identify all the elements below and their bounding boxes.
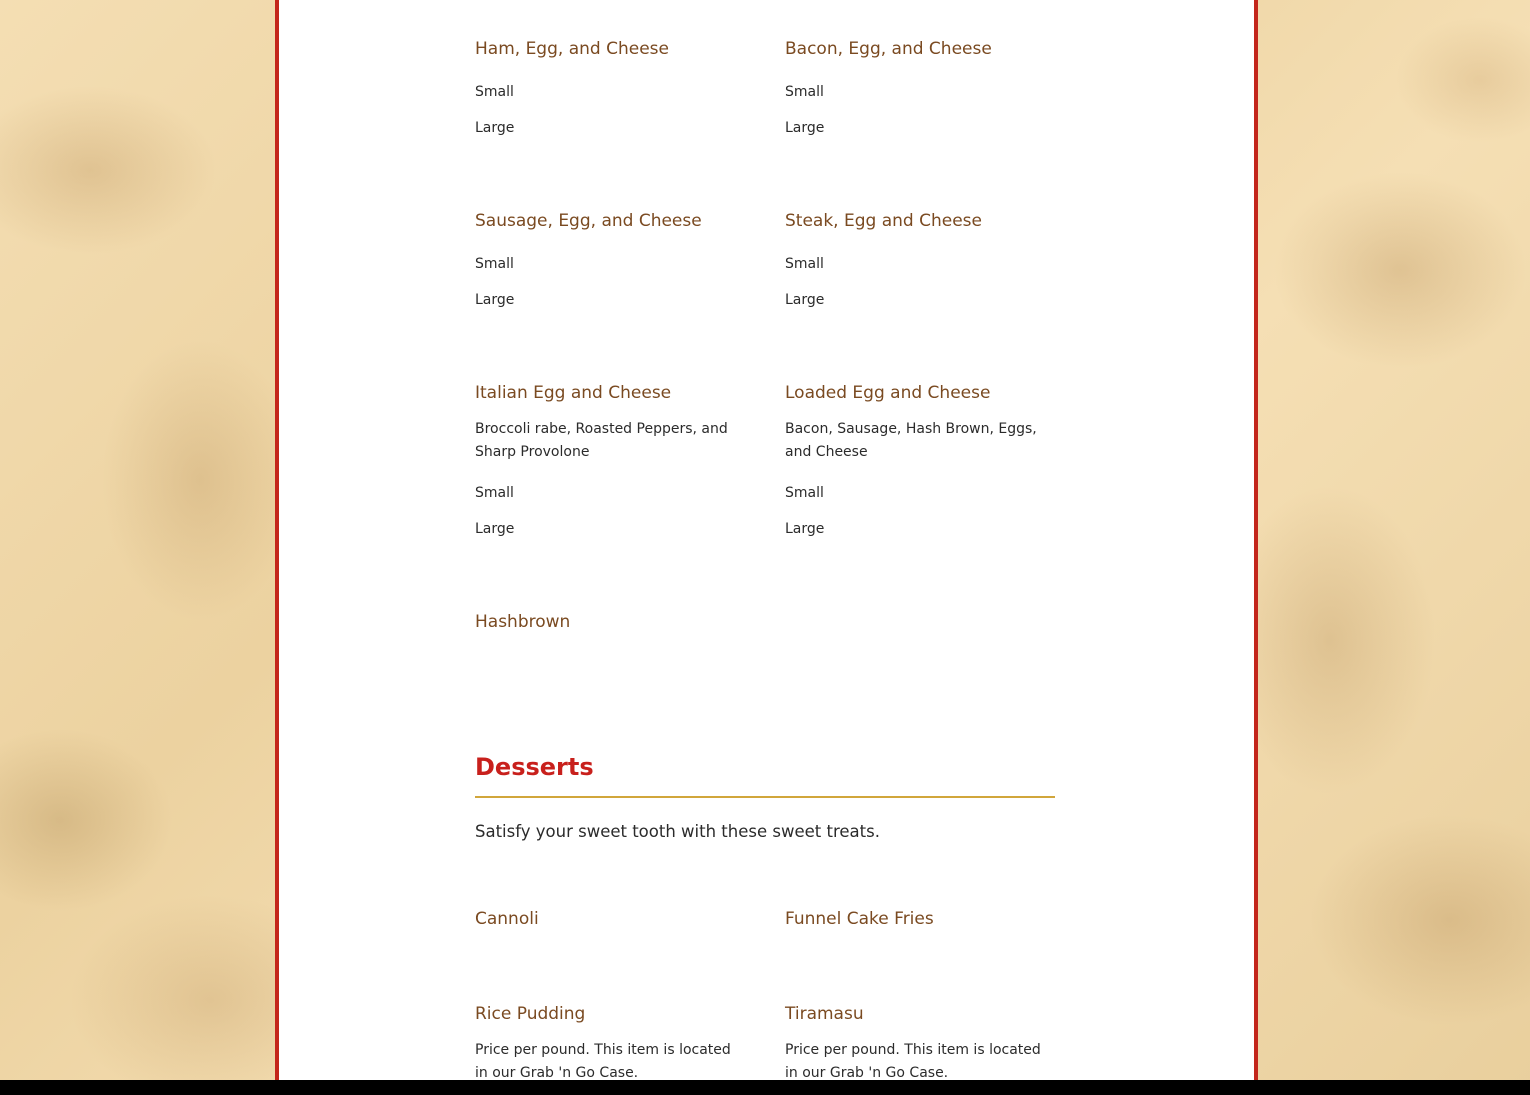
menu-item-description: Broccoli rabe, Roasted Peppers, and Sharp Provolone <box>475 421 728 460</box>
section-divider <box>475 796 1055 798</box>
menu-item-title: Loaded Egg and Cheese <box>785 383 991 403</box>
menu-item-title: Hashbrown <box>475 612 571 632</box>
section-description: Satisfy your sweet tooth with these sweet treats. <box>475 822 880 841</box>
size-option-large: Large <box>475 292 515 308</box>
size-option-large: Large <box>785 292 825 308</box>
menu-item-title: Bacon, Egg, and Cheese <box>785 39 992 59</box>
size-option-large: Large <box>475 120 515 136</box>
menu-item-title: Steak, Egg and Cheese <box>785 211 982 231</box>
menu-item-description: Bacon, Sausage, Hash Brown, Eggs, and Cheese <box>785 421 1037 460</box>
menu-item-title: Sausage, Egg, and Cheese <box>475 211 702 231</box>
bottom-bar <box>0 1080 1530 1095</box>
menu-item-description: Price per pound. This item is located in our Grab 'n Go Case. <box>475 1042 731 1081</box>
size-option-small: Small <box>785 485 824 501</box>
menu-item-title: Funnel Cake Fries <box>785 909 934 929</box>
menu-panel <box>275 0 1258 1080</box>
size-option-small: Small <box>785 256 824 272</box>
menu-item-title: Italian Egg and Cheese <box>475 383 672 403</box>
section-title: Desserts <box>475 753 594 781</box>
size-option-large: Large <box>475 521 515 537</box>
size-option-large: Large <box>785 521 825 537</box>
size-option-small: Small <box>475 485 514 501</box>
menu-item-title: Cannoli <box>475 909 539 929</box>
size-option-small: Small <box>475 256 514 272</box>
menu-item-title: Ham, Egg, and Cheese <box>475 39 669 59</box>
menu-item-description: Price per pound. This item is located in our Grab 'n Go Case. <box>785 1042 1041 1081</box>
menu-item-title: Rice Pudding <box>475 1004 586 1024</box>
size-option-large: Large <box>785 120 825 136</box>
size-option-small: Small <box>785 84 824 100</box>
menu-item-title: Tiramasu <box>785 1004 864 1024</box>
size-option-small: Small <box>475 84 514 100</box>
